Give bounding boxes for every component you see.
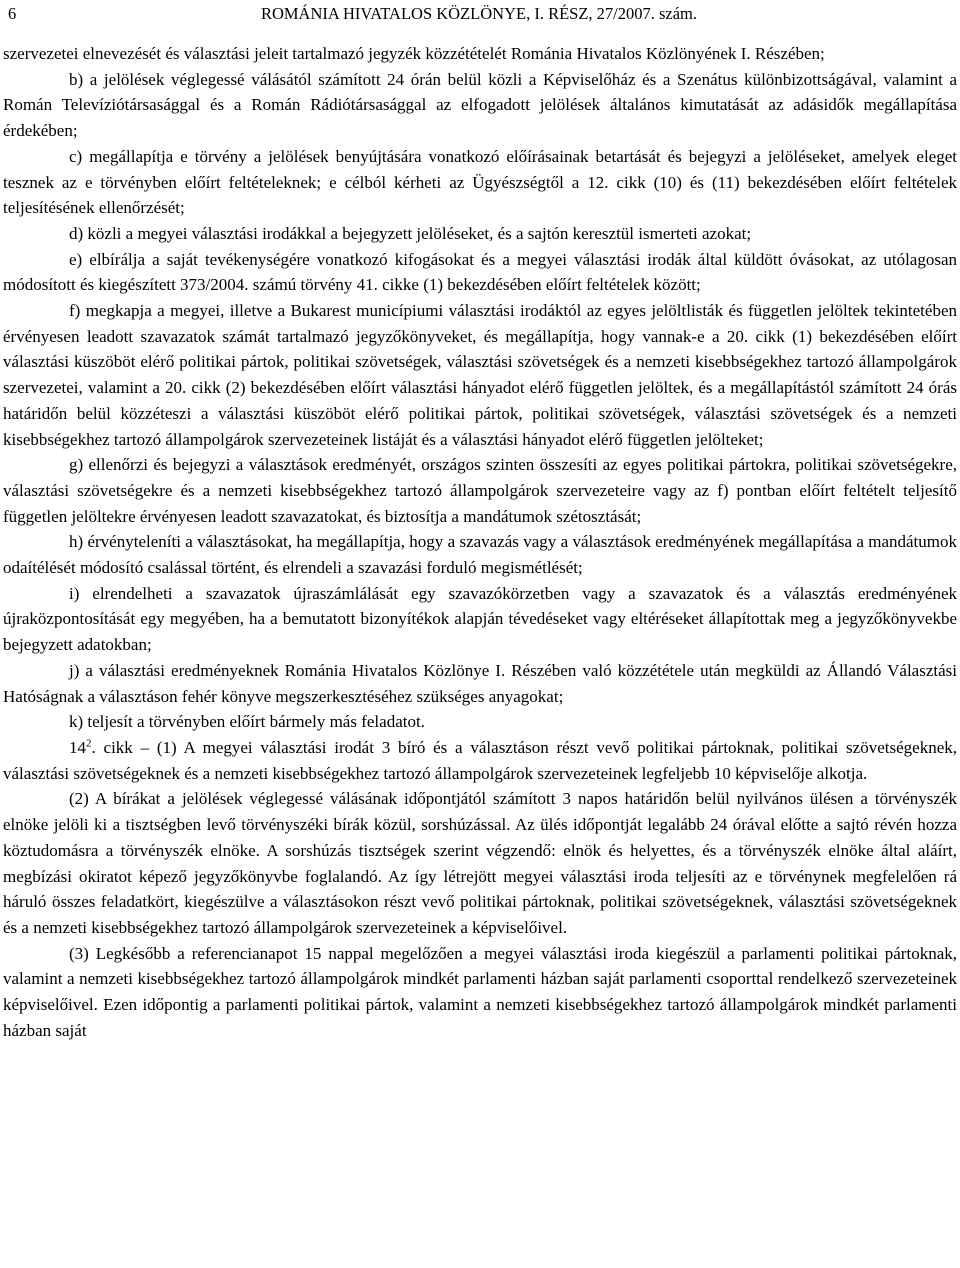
paragraph-point-d: d) közli a megyei választási irodákkal a bejegyzett jelöléseket, és a sajtón keresztül ismerteti azokat; <box>69 223 752 243</box>
document-body <box>3 41 957 1043</box>
paragraph-point-c: c) megállapítja e törvény a jelölések benyújtására vonatkozó előírásainak betartását és bejegyzi a jelöléseket, amelyek eleget tesznek az e törvényben előírt feltételeknek; e célból kérheti az Ügyészségtől a 12. cikk (10) és (11) bekezdésében előírt feltételek teljesítésének ellenőrzését; <box>3 146 957 218</box>
paragraph-section-3: (3) Legkésőbb a referencianapot 15 nappal megelőzően a megyei választási iroda kiegészül a parlamenti politikai pártoknak, valamint a nemzeti kisebbségekhez tartozó állampolgárok mindkét parlamenti házban saját parlamenti csoporttal rendelkező szervezeteinek képviselőivel. Ezen időpontig a parlamenti politikai pártok, valamint a nemzeti kisebbségekhez tartozó állampolgárok mindkét parlamenti házban saját <box>3 943 957 1040</box>
paragraph-point-j: j) a választási eredményeknek Románia Hivatalos Közlönye I. Részében való közzététele után megküldi az Állandó Választási Hatóságnak a választáson fehér könyve megszerkesztéséhez szükséges anyagokat; <box>3 660 957 706</box>
gazette-title: ROMÁNIA HIVATALOS KÖZLÖNYE, I. RÉSZ, 27/2007. szám. <box>260 4 698 23</box>
article-paragraph <box>3 735 957 786</box>
page-number: 6 <box>8 4 17 23</box>
paragraph-point-i: i) elrendelheti a szavazatok újraszámlálását egy szavazókörzetben vagy a szavazatok és a választás eredményének újraközpontosítását egy megyében, ha a bemutatott bizonyítékok alapján tévedéseket vagy eltéréseket állapítottak meg a jegyzőkönyvekbe bejegyzett adatokban; <box>3 583 957 655</box>
paragraph-point-h: h) érvényteleníti a választásokat, ha megállapítja, hogy a szavazás vagy a választások eredményének megállapítása a mandátumok odaítélését módosító csalással történt, és elrendeli a szavazási forduló megismétlését; <box>3 532 957 578</box>
article-text: . cikk – (1) A megyei választási irodát 3 bíró és a választáson részt vevő politikai pártoknak, politikai szövetségeknek, választási szövetségeknek és a nemzeti kisebbségekhez tartozó állampolgárok szervezeteinek legfeljebb 10 képviselője alkotja. <box>3 737 957 783</box>
paragraph-section-2: (2) A bírákat a jelölések véglegessé válásának időpontjától számított 3 napos határidőn belül nyilvános ülésen a törvényszék elnöke jelöli ki a tisztségben levő törvényszéki bírák közül, sorshúzással. Az ülés időpontját legalább 24 órával előtte a sajtó révén hozza köztudomásra a törvényszék elnöke. A sorshúzás tisztségek szerint végzendő: elnök és helyettes, és a törvényszék elnöke által aláírt, megbízási okiratot képező jegyzőkönyvbe foglalandó. Az így létrejött megyei választási iroda teljesíti az e törvénynek megfelelően rá háruló összes feladatkört, kiegészülve a választásokon részt vevő politikai pártoknak, politikai szövetségeknek, választási szövetségeknek és a nemzeti kisebbségekhez tartozó állampolgárok szervezeteinek a képviselőivel. <box>3 789 957 937</box>
paragraph-continuation: szervezetei elnevezését és választási jeleit tartalmazó jegyzék közzétételét Románia Hivatalos Közlönyének I. Részében; <box>3 44 825 63</box>
page-header <box>8 3 950 25</box>
article-superscript: 2 <box>86 737 92 750</box>
paragraph-point-e: e) elbírálja a saját tevékenységére vonatkozó kifogásokat és a megyei választási irodák által küldött óvásokat, az utólagosan módosított és kiegészített 373/2004. számú törvény 41. cikke (1) bekezdésében előírt feltételek között; <box>3 249 957 295</box>
paragraph-point-g: g) ellenőrzi és bejegyzi a választások eredményét, országos szinten összesíti az egyes politikai pártokra, politikai szövetségekre, választási szövetségekre és a nemzeti kisebbségekhez tartozó állampolgárok szervezeteire vagy az f) pontban előírt feltételt teljesítő független jelöltekre érvényesen leadott szavazatokat, és biztosítja a mandátumok szétosztását; <box>3 455 957 526</box>
paragraph-point-b: b) a jelölések véglegessé válásától számított 24 órán belül közli a Képviselőház és a Szenátus különbizottságával, valamint a Román Televíziótársasággal és a Román Rádiótársasággal az elfogadott jelölések általános kimutatását az adásidők megállapítása érdekében; <box>3 69 957 141</box>
paragraph-point-k: k) teljesít a törvényben előírt bármely más feladatot. <box>69 712 425 732</box>
paragraph-point-f: f) megkapja a megyei, illetve a Bukarest municípiumi választási irodáktól az egyes jelöltlisták és független jelöltek tekintetében érvényesen leadott szavazatok számát tartalmazó jegyzőkönyveket, és megállapítja, hogy vannak-e a 20. cikk (1) bekezdésében előírt választási küszöböt elérő politikai pártok, politikai szövetségek, választási szövetségek és a nemzeti kisebbségekhez tartozó állampolgárok szervezetei, valamint a 20. cikk (2) bekezdésében előírt választási hányadot elérő független jelöltek, és a megállapítástól számított 24 órás határidőn belül közzéteszi a választási küszöböt elérő politikai pártok, politikai szövetségek, választási szövetségek és a nemzeti kisebbségekhez tartozó állampolgárok szervezeteinek listáját és a választási hányadot elérő független jelölteket; <box>3 301 957 449</box>
article-number: 14 <box>69 737 86 757</box>
